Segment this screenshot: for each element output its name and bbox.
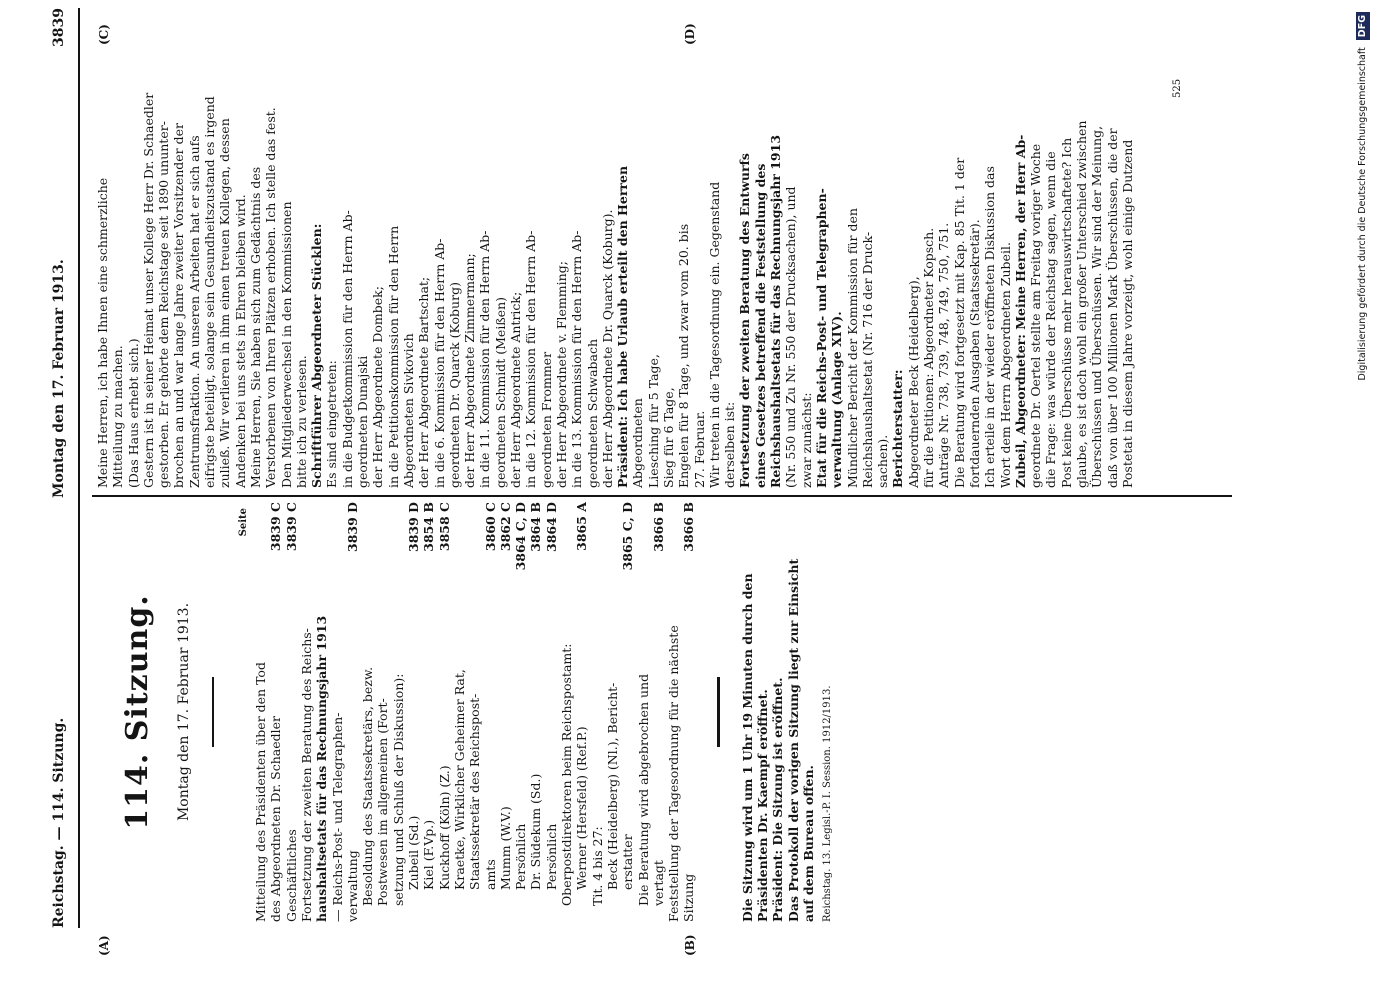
toc-entry-text: Fortsetzung der zweiten Beratung des Reichs-	[298, 628, 314, 922]
right-column-line: gestorben. Er gehörte dem Reichstage seit 1890 ununter-	[156, 121, 172, 488]
right-column-line: Berichterstatter:	[890, 369, 906, 488]
toc-entry-text: Mumm (W.V.)	[497, 806, 513, 890]
right-column-line: geordneten Frommer	[538, 351, 554, 488]
right-column-line: geordneten Dr. Quarck (Koburg)	[446, 282, 462, 488]
right-column-line: eines Gesetzes betreffend die Feststellung des	[752, 163, 768, 488]
right-column-line: für die Petitionen: Abgeordneter Kopsch.	[921, 227, 937, 488]
digitization-credit: Digitalisierung gefördert durch die Deutsche Forschungsgemeinschaft	[1357, 47, 1368, 381]
toc-entry	[513, 502, 528, 922]
toc-entry	[651, 502, 666, 922]
toc-entry-text: Mitteilung des Präsidenten über den Tod	[253, 662, 269, 922]
table-of-contents	[253, 502, 697, 922]
right-column-line: der Herr Abgeordnete Bartschat;	[416, 276, 432, 488]
opening-line: Präsidenten Dr. Kaempf eröffnet.	[755, 689, 770, 922]
toc-entry	[498, 502, 513, 922]
opening-line: Die Sitzung wird um 1 Uhr 19 Minuten durch den	[739, 573, 755, 922]
toc-entry-page: 3864 B	[528, 502, 544, 552]
right-column-line: Meine Herren, Sie haben sich zum Gedächtnis des	[247, 166, 263, 488]
running-header	[52, 8, 78, 928]
toc-entry	[284, 502, 299, 922]
toc-entry-page: 3839 C	[268, 502, 284, 552]
right-column-line: Abgeordneten	[630, 398, 646, 488]
toc-entry	[574, 502, 589, 922]
toc-entry-text: Werner (Hersfeld) (Ref.P.)	[574, 726, 590, 890]
right-column-line: der Herr Abgeordnete Antrick;	[508, 291, 524, 488]
toc-entry-text: des Abgeordneten Dr. Schaedler	[268, 715, 284, 922]
toc-entry	[314, 502, 329, 922]
right-column-line: fortdauernden Ausgaben (Staatssekretär).	[966, 219, 982, 488]
header-rule	[78, 8, 80, 928]
right-column-line: Reichshaushaltsetat (Nr. 716 der Druck-	[859, 231, 875, 488]
toc-entry	[605, 502, 620, 922]
right-column-line: eifrigste beteiligt, solange sein Gesundheitszustand es irgend	[202, 96, 218, 488]
toc-entry-page: 3839 D	[344, 502, 360, 552]
page-footer: Reichstag. 13. Legisl.-P. I. Session. 1912/1913.	[822, 685, 834, 922]
toc-entry	[636, 502, 651, 922]
right-column-line: Reichshaushaltsetats für das Rechnungsjahr 1913	[768, 134, 784, 488]
toc-entry	[375, 502, 390, 922]
toc-entry-text: Sitzung	[681, 873, 697, 922]
right-column-line: Meine Herren, ich habe Ihnen eine schmerzliche	[95, 177, 110, 488]
right-column-line: der Herr Abgeordnete Dombek;	[370, 286, 386, 488]
title-rule	[212, 677, 214, 747]
right-column-line: brochen an und war lange Jahre zweiter Vorsitzender der	[171, 123, 187, 488]
dfg-badge: DFG	[1356, 12, 1370, 40]
toc-entry-text: Kraetke, Wirklicher Geheimer Rat,	[451, 669, 467, 890]
toc-entry-text: Persönlich	[513, 823, 529, 890]
right-column-line: Abgeordneter Beck (Heidelberg),	[905, 276, 921, 488]
header-left: Reichstag. — 114. Sitzung.	[51, 717, 67, 928]
right-column-line: Präsident: Ich habe Urlaub erteilt den Herren	[615, 165, 631, 488]
right-column-line: Andenken bei uns stets in Ehren bleiben wird.	[232, 194, 248, 488]
toc-entry-text: Oberpostdirektoren beim Reichspostamt:	[559, 643, 575, 906]
toc-entry-text: vertagt	[650, 860, 666, 906]
column-divider	[92, 496, 1232, 498]
opening-text	[740, 502, 816, 922]
right-column-line: die Frage: was würde der Reichstag sagen, wenn die	[1043, 151, 1059, 488]
right-column-line: Post keine Überschüsse mehr herauswirtschaftete? Ich	[1058, 137, 1074, 488]
right-column-line: der Herr Abgeordnete Dr. Quarck (Koburg).	[599, 209, 615, 488]
toc-entry	[360, 502, 375, 922]
right-column-line: in die 12. Kommission für den Herrn Ab-	[523, 230, 539, 488]
right-column-line: Postetat in diesem Jahre vorzeigt, wohl einige Dutzend	[1119, 139, 1135, 488]
right-column-line: Zubeil, Abgeordneter: Meine Herren, der Herr Ab-	[1012, 134, 1028, 488]
right-column-line: Engelen für 8 Tage, und zwar vom 20. bis	[676, 223, 692, 488]
right-column-line: Ich erteile in der wieder eröffneten Diskussion das	[982, 166, 998, 488]
right-column-line: Wir treten in die Tagesordnung ein. Gegenstand	[706, 181, 722, 488]
right-column-line: zuließ. Wir verlieren in ihm einen treuen Kollegen, dessen	[217, 118, 233, 488]
right-column-line: (Das Haus erhebt sich.)	[125, 338, 141, 488]
right-column-line: Zentrumsfraktion. An unseren Arbeiten hat er sich aufs	[186, 135, 202, 488]
toc-entry-page: 3865 C, D	[620, 502, 636, 571]
toc-entry-text: Zubeil (Sd.)	[406, 815, 422, 890]
toc-entry	[268, 502, 283, 922]
toc-entry	[620, 502, 635, 922]
toc-entry	[666, 502, 681, 922]
right-column-line: geordnete Dr. Oertel stellte am Freitag voriger Woche	[1028, 143, 1044, 488]
toc-entry	[452, 502, 467, 922]
right-column-line: in die 6. Kommission für den Herrn Ab-	[431, 238, 447, 488]
right-column-line: Wort dem Herrn Abgeordneten Zubeil.	[997, 242, 1013, 488]
right-column-line: Anträge Nr. 738, 739, 748, 749, 750, 751.	[936, 222, 952, 488]
right-column-line: daß von über 100 Millionen Mark Überschüssen, die der	[1104, 128, 1120, 488]
header-page-number: 3839	[51, 8, 67, 47]
toc-entry-text: Tit. 4 bis 27:	[589, 826, 605, 906]
toc-entry-text: setzung und Schluß der Diskussion):	[390, 673, 406, 906]
toc-entry-page: 3866 B	[650, 502, 666, 552]
toc-entry	[483, 502, 498, 922]
toc-entry	[559, 502, 574, 922]
session-title: 114. Sitzung.	[120, 594, 155, 830]
toc-entry	[391, 502, 406, 922]
right-column-line: geordneten Dunajski	[355, 355, 371, 488]
right-column-text	[95, 16, 1135, 488]
opening-line: Das Protokoll der vorigen Sitzung liegt zur Einsicht	[785, 558, 801, 922]
right-column-line: zwar zunächst:	[798, 392, 814, 488]
toc-entry-text: haushaltsetats für das Rechnungsjahr 1913	[314, 615, 330, 922]
toc-entry	[421, 502, 436, 922]
right-column-line: geordneten Schmidt (Meißen)	[492, 296, 508, 488]
toc-entry-text: amts	[482, 859, 498, 890]
toc-entry-page: 3864 C, D	[513, 502, 529, 571]
toc-entry-text: Feststellung der Tagesordnung für die nächste	[666, 625, 682, 922]
right-column-line: Fortsetzung der zweiten Beratung des Entwurfs	[737, 153, 753, 488]
toc-entry	[299, 502, 314, 922]
right-column-line: Schriftführer Abgeordneter Stücklen:	[309, 223, 325, 488]
right-column-line: Es sind eingetreten:	[324, 360, 340, 488]
toc-entry	[253, 502, 268, 922]
margin-marker-a: (A)	[97, 935, 111, 956]
toc-entry-text: Die Beratung wird abgebrochen und	[635, 673, 651, 906]
toc-entry	[528, 502, 543, 922]
toc-entry-text: Dr. Südekum (Sd.)	[528, 773, 544, 890]
toc-entry-page: 3854 B	[421, 502, 437, 552]
toc-entry	[406, 502, 421, 922]
sheet-number: 525	[1172, 78, 1183, 98]
toc-entry-text: Geschäftliches	[283, 829, 299, 922]
right-column-line: derselben ist:	[722, 401, 738, 488]
toc-entry-text: Beck (Heidelberg) (Nl.), Bericht-	[604, 682, 620, 890]
right-column-line: geordneten Schwabach	[584, 338, 600, 488]
right-column-line: Die Beratung wird fortgesetzt mit Kap. 85 Tit. 1 der	[951, 157, 967, 488]
toc-entry	[681, 502, 696, 922]
header-center: Montag den 17. Februar 1913.	[51, 259, 67, 498]
toc-entry	[437, 502, 452, 922]
toc-entry	[467, 502, 482, 922]
right-column-line: verwaltung (Anlage XIV).	[829, 311, 845, 488]
toc-entry-text: erstatter	[620, 834, 636, 890]
toc-entry-text: Staatssekretär des Reichspost-	[467, 693, 483, 890]
toc-entry-text: Postwesen im allgemeinen (Fort-	[375, 698, 391, 906]
toc-entry	[330, 502, 345, 922]
right-column-line: Gestern ist in seiner Heimat unser Kollege Herr Dr. Schaedler	[140, 92, 156, 488]
toc-entry	[544, 502, 559, 922]
right-column-line: in die 13. Kommission für den Herrn Ab-	[569, 230, 585, 488]
right-column-line: in die Petitionskommission für den Herrn	[385, 225, 401, 488]
right-column-line: Abgeordneten Sivkovich	[400, 333, 416, 488]
toc-entry-text: Besoldung des Staatssekretärs, bezw.	[360, 666, 376, 906]
toc-entry	[345, 502, 360, 922]
seite-label: Seite	[237, 508, 249, 537]
toc-entry	[590, 502, 605, 922]
toc-entry-text: — Reichs-Post- und Telegraphen-	[329, 712, 345, 922]
toc-entry-text: Persönlich	[543, 823, 559, 890]
margin-marker-d: (D)	[683, 23, 697, 45]
right-column-line: der Herr Abgeordnete v. Flemming;	[553, 261, 569, 488]
digitization-note	[1352, 12, 1374, 982]
right-column-line: in die 11. Kommission für den Herrn Ab-	[477, 230, 493, 488]
right-column-line: Liesching für 5 Tage,	[645, 354, 661, 488]
margin-marker-b: (B)	[683, 934, 697, 956]
right-column-line: bitte ich zu verlesen.	[293, 355, 309, 488]
toc-entry-text: Kiel (F.Vp.)	[421, 819, 437, 890]
right-column-line: (Nr. 550 und Zu Nr. 550 der Drucksachen), und	[783, 186, 799, 488]
session-date: Montag den 17. Februar 1913.	[176, 602, 192, 822]
toc-entry-page: 3839 D	[406, 502, 422, 552]
right-column-line: sachen).	[875, 434, 891, 488]
right-column-line: der Herr Abgeordnete Zimmermann;	[462, 253, 478, 488]
right-column-line: Mündlicher Bericht der Kommission für den	[844, 208, 860, 488]
right-column-line: Überschüssen und Überschüssen. Wir sind der Meinung,	[1089, 125, 1105, 488]
toc-entry-page: 3858 C	[436, 502, 452, 552]
opening-line: auf dem Bureau offen.	[800, 765, 816, 922]
toc-entry-text: Kuckhoff (Köln) (Z.)	[436, 765, 452, 890]
right-column-line: 27. Februar.	[691, 410, 707, 488]
margin-marker-c: (C)	[97, 24, 111, 45]
right-column-line: Verstorbenen von Ihren Plätzen erhoben. Ich stelle das fest.	[263, 107, 279, 488]
opening-line: Präsident: Die Sitzung ist eröffnet.	[770, 677, 786, 922]
section-rule	[717, 677, 720, 747]
right-column-line: Etat für die Reichs-Post- und Telegraphen-	[813, 188, 829, 488]
right-column	[95, 16, 1183, 488]
toc-entry-page: 3860 C	[482, 502, 498, 552]
right-column-line: Sieg für 6 Tage,	[660, 387, 676, 488]
right-column-line: Den Mitgliederwechsel in den Kommissionen	[278, 201, 294, 488]
toc-entry-page: 3839 C	[283, 502, 299, 552]
toc-entry-page: 3866 B	[681, 502, 697, 552]
left-column	[115, 502, 835, 922]
right-column-line: glaube, es ist doch wohl ein großer Unterschied zwischen	[1074, 120, 1089, 488]
toc-entry-page: 3864 D	[543, 502, 559, 552]
toc-entry-text: verwaltung	[344, 850, 360, 922]
toc-entry-page: 3862 C	[497, 502, 513, 552]
toc-entry-page: 3865 A	[574, 502, 590, 551]
right-column-line: in die Budgetkommission für den Herrn Ab-	[339, 210, 355, 488]
right-column-line: Mitteilung zu machen.	[110, 345, 126, 488]
